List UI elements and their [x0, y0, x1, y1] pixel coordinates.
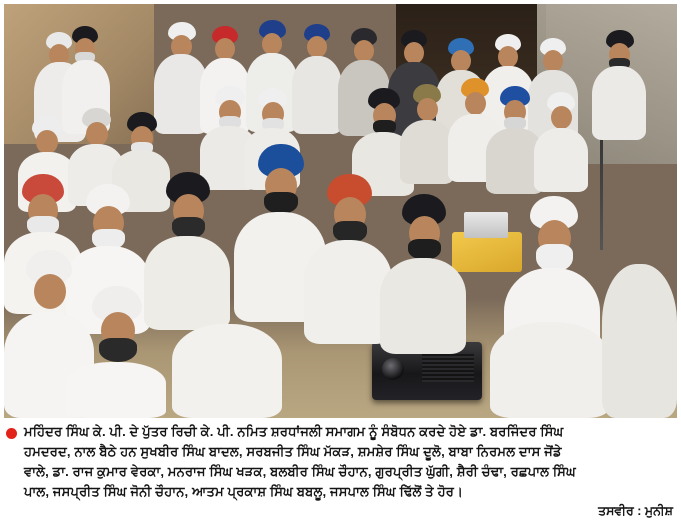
- laptop-device: [464, 212, 508, 238]
- projector-vent: [422, 352, 474, 382]
- news-photograph: [4, 4, 677, 418]
- photo-credit: ਤਸਵੀਰ : ਮੁਨੀਸ਼: [598, 504, 673, 518]
- person-seated-front: [66, 286, 166, 418]
- person-seated: [400, 84, 454, 184]
- caption-block: [0, 420, 681, 523]
- person-seated-front: [172, 304, 282, 418]
- person-seated-front: [304, 174, 392, 344]
- projector-lens: [382, 358, 404, 380]
- caption-line-1: ਮਹਿੰਦਰ ਸਿੰਘ ਕੇ. ਪੀ. ਦੇ ਪੁੱਤਰ ਰਿਚੀ ਕੇ. ਪੀ. ਨਮਿਤ ਸ਼ਰਧਾਂਜਲੀ ਸਮਾਗਮ ਨੂੰ ਸੰਬੋਧਨ ਕਰਦੇ ਹੋਏ ਡਾ. ਬਰਜਿੰਦਰ ਸਿੰਘ: [24, 424, 564, 439]
- person-seated-front: [490, 304, 610, 418]
- person-seated-front: [602, 254, 677, 418]
- person-seated: [534, 92, 588, 192]
- person-standing: [592, 30, 646, 140]
- caption-text: [24, 422, 670, 502]
- bullet-icon: [6, 428, 17, 439]
- caption-line-2: ਹਮਦਰਦ, ਨਾਲ ਬੈਠੇ ਹਨ ਸੁਖਬੀਰ ਸਿੰਘ ਬਾਦਲ, ਸਰਬਜੀਤ ਸਿੰਘ ਮੱਕੜ, ਸ਼ਮਸ਼ੇਰ ਸਿੰਘ ਦੂਲੋ, ਬਾਬਾ ਨਿਰਮਲ ਦਾਸ ਜੋਂਡੇ: [24, 444, 562, 459]
- person-seated-front: [380, 194, 466, 354]
- caption-line-4: ਪਾਲ, ਜਸਪ੍ਰੀਤ ਸਿੰਘ ਜੋਨੀ ਚੌਹਾਨ, ਆਤਮ ਪ੍ਰਕਾਸ਼ ਸਿੰਘ ਬਬਲੂ, ਜਸਪਾਲ ਸਿੰਘ ਢਿੱਲੋਂ ਤੇ ਹੋਰ।: [24, 484, 464, 499]
- caption-line-3: ਵਾਲੇ, ਡਾ. ਰਾਜ ਕੁਮਾਰ ਵੇਰਕਾ, ਮਨਰਾਜ ਸਿੰਘ ਖੜਕ, ਬਲਬੀਰ ਸਿੰਘ ਚੌਹਾਨ, ਗੁਰਪ੍ਰੀਤ ਘੁੱਗੀ, ਸ਼ੈਰੀ ਚੰਢਾ, ਰਛਪਾਲ ਸਿੰਘ: [24, 464, 576, 479]
